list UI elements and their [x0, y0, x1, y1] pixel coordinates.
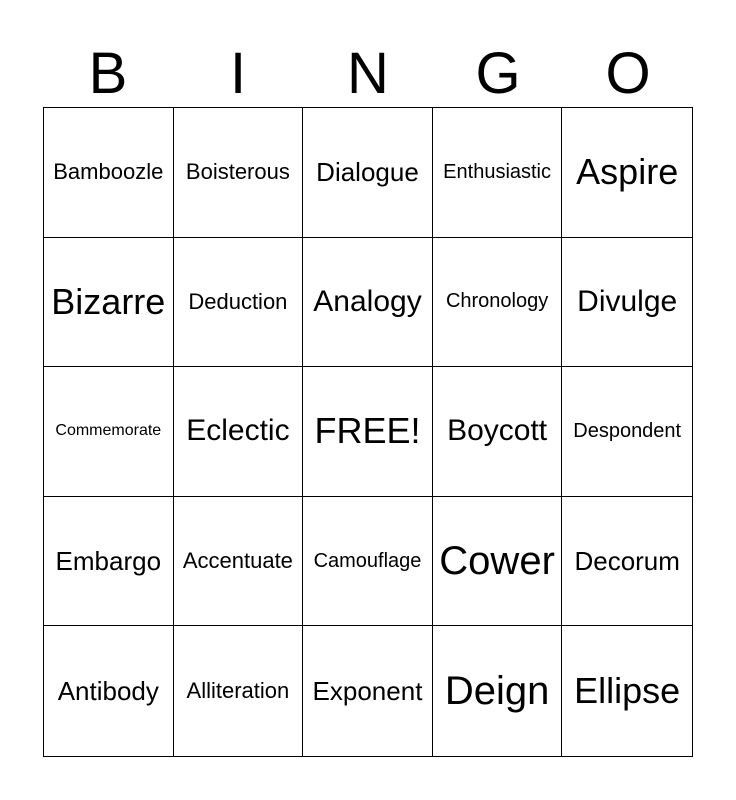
header-letter-o: O — [605, 41, 651, 106]
bingo-cell-r1-c2[interactable]: Boisterous — [174, 108, 304, 238]
bingo-cell-free[interactable]: FREE! — [303, 367, 433, 497]
bingo-cell-r5-c2[interactable]: Alliteration — [174, 626, 304, 756]
bingo-cell-r1-c5[interactable]: Aspire — [562, 108, 692, 238]
bingo-cell-r3-c5[interactable]: Despondent — [562, 367, 692, 497]
header-letter-b: B — [88, 41, 128, 106]
bingo-cell-r4-c3[interactable]: Camouflage — [303, 497, 433, 627]
bingo-cell-r4-c1[interactable]: Embargo — [44, 497, 174, 627]
header-letter-n: N — [347, 41, 389, 106]
bingo-cell-r5-c1[interactable]: Antibody — [44, 626, 174, 756]
bingo-cell-r4-c4[interactable]: Cower — [433, 497, 563, 627]
bingo-cell-r5-c3[interactable]: Exponent — [303, 626, 433, 756]
bingo-cell-r2-c2[interactable]: Deduction — [174, 238, 304, 368]
bingo-header — [43, 40, 693, 108]
bingo-cell-r4-c2[interactable]: Accentuate — [174, 497, 304, 627]
bingo-cell-r2-c4[interactable]: Chronology — [433, 238, 563, 368]
bingo-cell-r5-c4[interactable]: Deign — [433, 626, 563, 756]
bingo-cell-r2-c3[interactable]: Analogy — [303, 238, 433, 368]
bingo-cell-r1-c1[interactable]: Bamboozle — [44, 108, 174, 238]
bingo-cell-r2-c5[interactable]: Divulge — [562, 238, 692, 368]
bingo-cell-r4-c5[interactable]: Decorum — [562, 497, 692, 627]
bingo-cell-r3-c1[interactable]: Commemorate — [44, 367, 174, 497]
header-letter-g: G — [475, 41, 521, 106]
bingo-cell-r1-c4[interactable]: Enthusiastic — [433, 108, 563, 238]
bingo-cell-r1-c3[interactable]: Dialogue — [303, 108, 433, 238]
bingo-cell-r3-c4[interactable]: Boycott — [433, 367, 563, 497]
bingo-cell-r2-c1[interactable]: Bizarre — [44, 238, 174, 368]
bingo-board — [43, 107, 693, 757]
bingo-cell-r3-c2[interactable]: Eclectic — [174, 367, 304, 497]
bingo-cell-r5-c5[interactable]: Ellipse — [574, 670, 681, 712]
header-letter-i: I — [229, 41, 247, 106]
